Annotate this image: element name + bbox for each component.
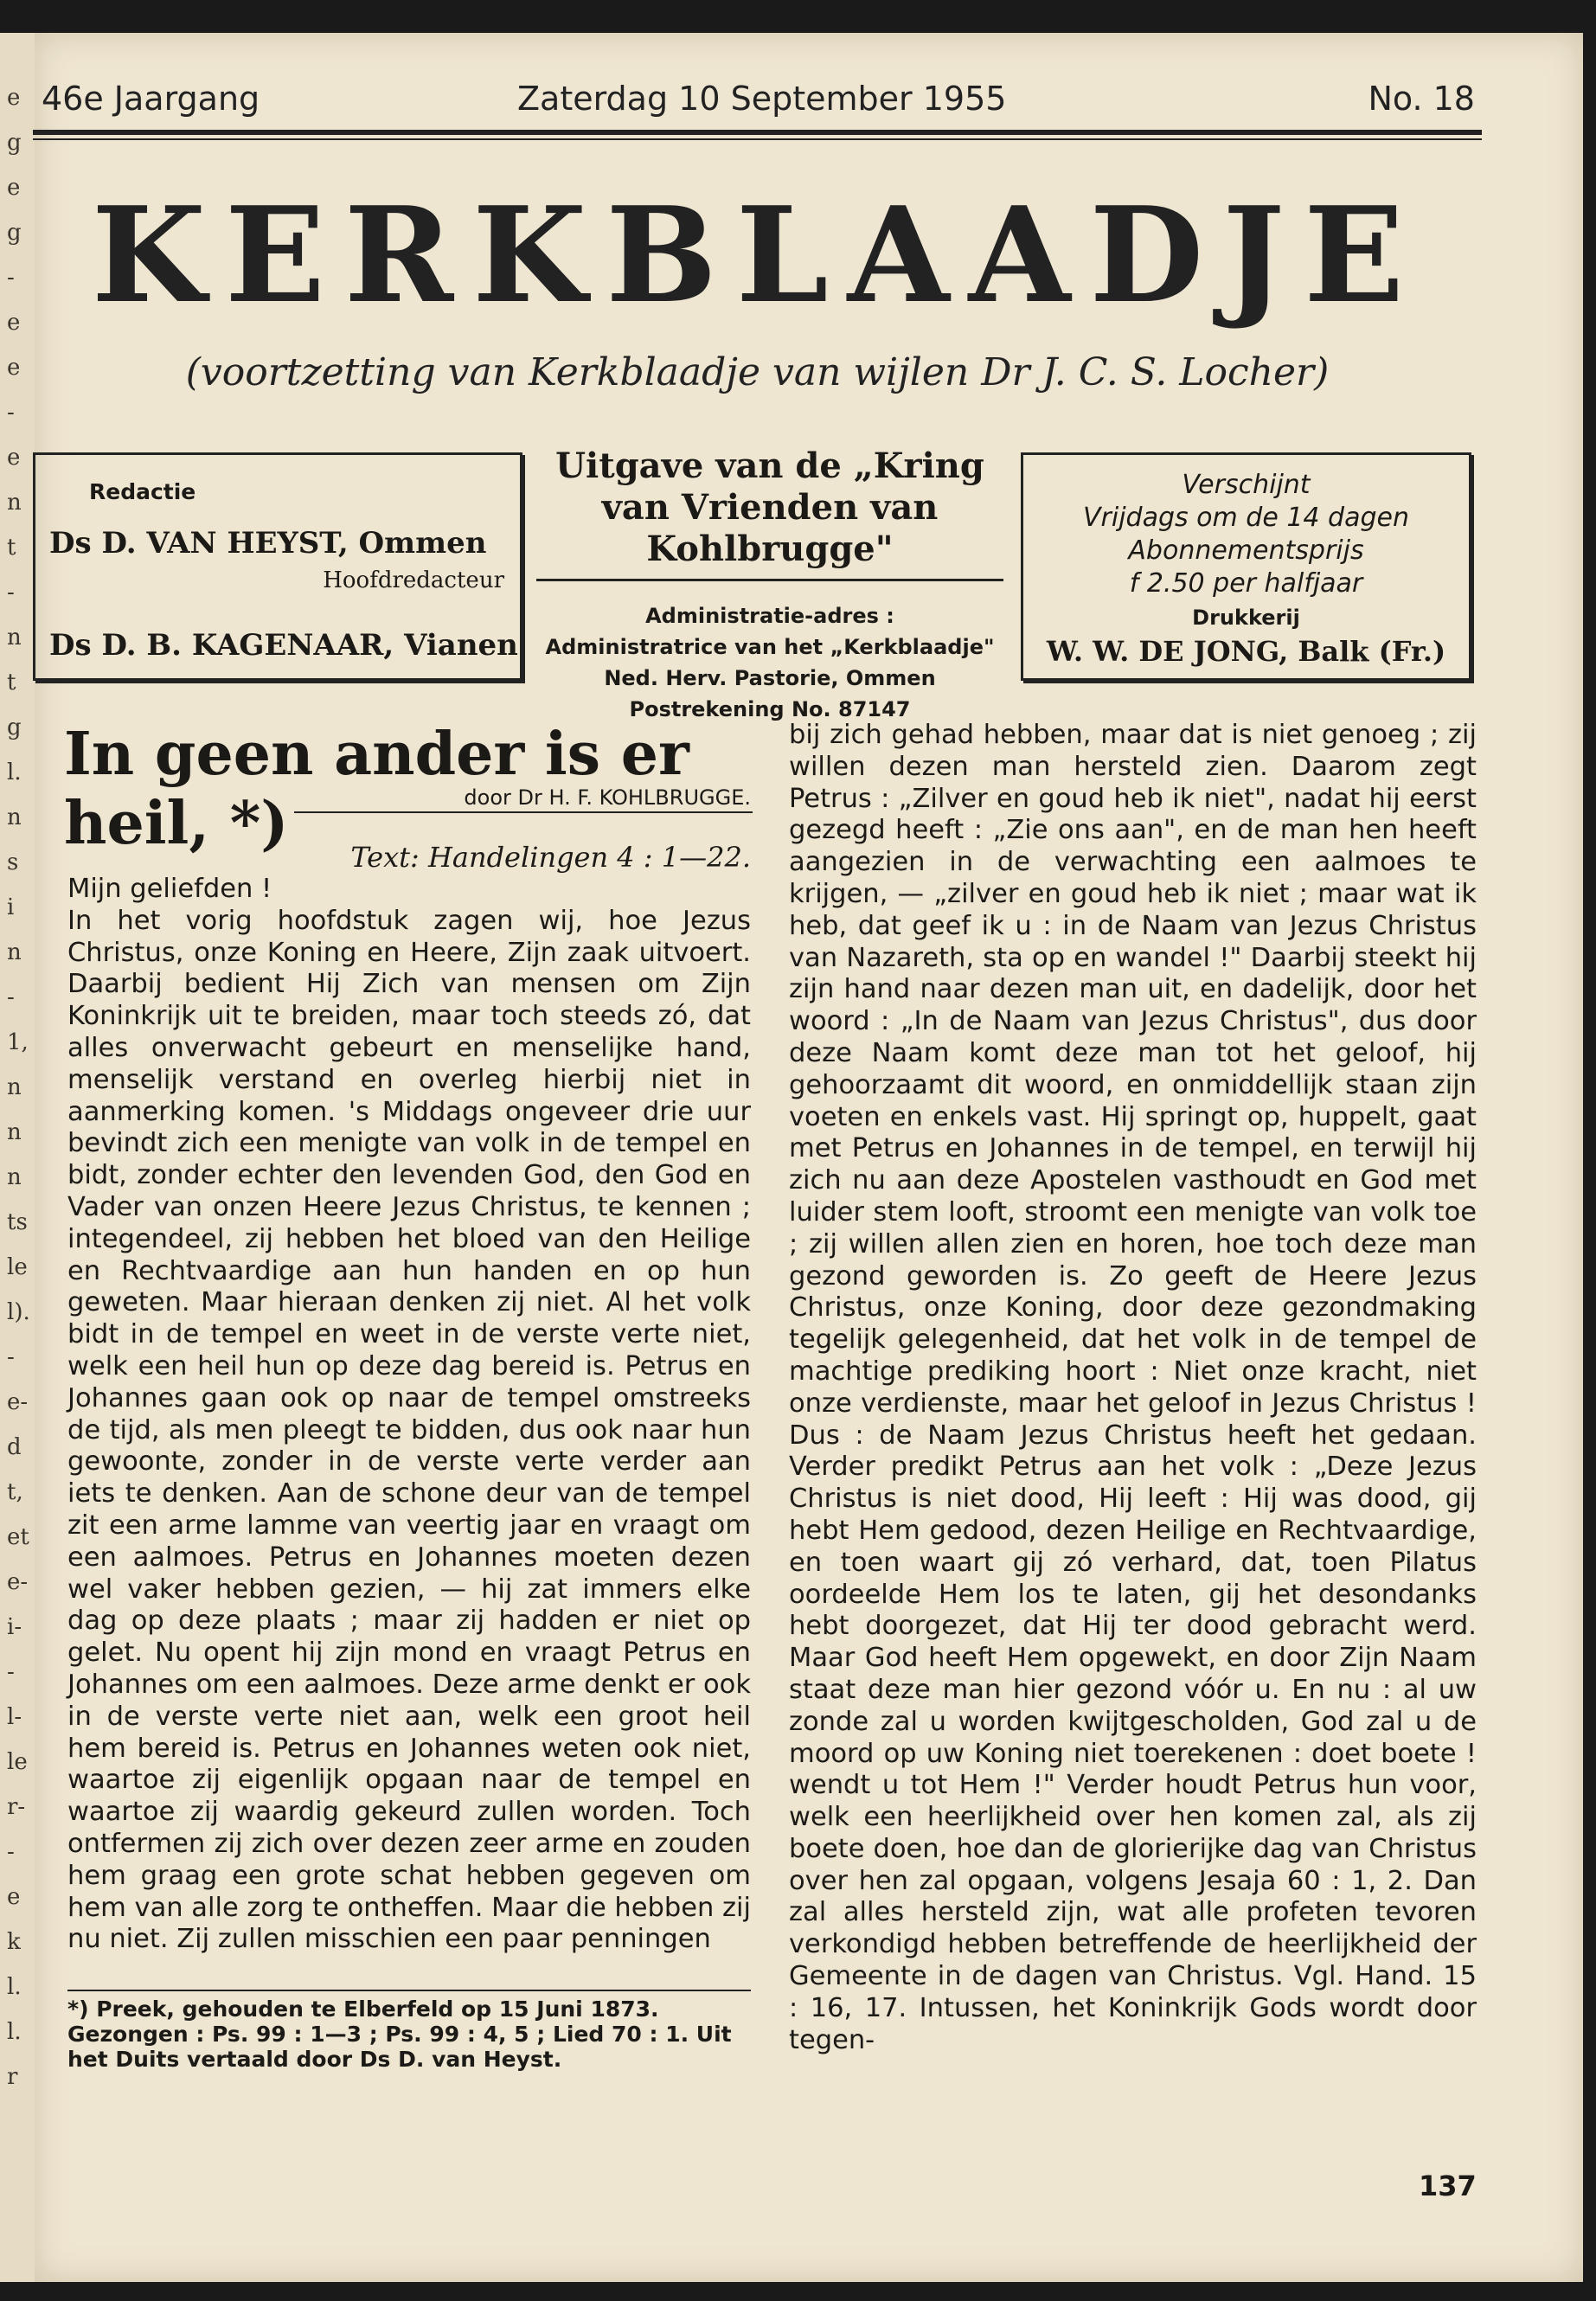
adjacent-page-strip — [0, 33, 35, 2282]
margin-fragment: e — [7, 1884, 21, 1910]
editorial-box — [33, 452, 522, 681]
margin-fragment: 1, — [7, 1029, 29, 1055]
margin-fragment: l). — [7, 1299, 30, 1325]
margin-fragment: et — [7, 1524, 29, 1550]
margin-fragment: - — [7, 984, 15, 1010]
margin-fragment: ts — [7, 1209, 28, 1235]
frequency-label: Verschijnt — [1182, 470, 1311, 500]
margin-fragment: - — [7, 400, 15, 426]
issue-number: No. 18 — [1368, 80, 1475, 118]
salutation: Mijn geliefden ! — [67, 874, 272, 904]
page-number: 137 — [1419, 2170, 1477, 2202]
margin-fragment: g — [7, 130, 22, 156]
header-rule — [33, 130, 1482, 135]
admin-line-2: Ned. Herv. Pastorie, Ommen — [604, 666, 936, 690]
article-column-right — [789, 720, 1477, 2056]
printer-name: W. W. DE JONG, Balk (Fr.) — [1046, 635, 1446, 668]
price-value: f 2.50 per halfjaar — [1129, 568, 1363, 599]
editorial-label: Redactie — [89, 479, 196, 504]
margin-fragment: t — [7, 670, 16, 695]
publisher-rule — [536, 579, 1003, 581]
margin-fragment: n — [7, 1119, 22, 1145]
margin-fragment: n — [7, 1164, 22, 1190]
header-rule-thin — [33, 138, 1482, 140]
margin-fragment: d — [7, 1434, 22, 1460]
author-rule — [294, 811, 753, 813]
admin-label: Administratie-adres : — [645, 604, 894, 628]
giro-number: Postrekening No. 87147 — [629, 697, 911, 721]
margin-fragment: - — [7, 1839, 15, 1865]
volume-label: 46e Jaargang — [42, 80, 260, 118]
price-label: Abonnementsprijs — [1128, 535, 1364, 566]
margin-fragment: n — [7, 625, 22, 651]
margin-fragment: k — [7, 1929, 21, 1955]
printer-label: Drukkerij — [1192, 606, 1300, 630]
margin-fragment: - — [7, 1659, 15, 1685]
margin-fragment: e — [7, 445, 21, 471]
publisher-info — [536, 445, 1003, 721]
margin-fragment: r — [7, 2064, 18, 2090]
margin-fragment: le — [7, 1254, 28, 1280]
left-body-text: In het vorig hoofdstuk zagen wij, hoe Jezus Christus, onze Koning en Heere, Zijn zaak uitvoert. Daarbij bedient Hij Zich van mensen om Zijn Koninkrijk uit te breiden, maar toch steeds zó, dat alles onverwacht gebeurt en menselijke hand, menselijk verstand en overleg hierbij niet in aanmerking komen. 's Middags ongeveer drie uur bevindt zich een menigte van volk in de tempel en bidt, zonder echter den levenden God, den God en Vader van onzen Heere Jezus Christus, te kennen ; integendeel, zij hebben het bloed van den Heilige en Rechtvaardige aan hun handen en op hun geweten. Maar hieraan denken zij niet. Al het volk bidt in de tempel en weet in de verste verte niet, welk een heil hun op deze dag bereid is. Petrus en Johannes gaan ook op naar de tempel omstreeks de tijd, als men pleegt te bidden, dus ook naar hun gewoonte, zonder in de verste verte verder aan iets te denken. Aan de schone deur van de tempel zit een arme lamme van veertig jaar en vraagt om een aalmoes. Petrus en Johannes moeten dezen wel vaker hebben gezien, — hij zat immers elke dag op deze plaats ; maar zij hadden er niet op gelet. Nu opent hij zijn mond en vraagt Petrus en Johannes om een aalmoes. Deze arme denkt er ook in de verste verte niet aan, welk een groot heil hem bereid is. Petrus en Johannes weten ook niet, waartoe zij eigenlijk opgaan naar de tempel en waartoe zij waardig gekeurd zullen worden. Toch ontfermen zij zich over dezen zeer arme en zouden hem graag een grote schat hebben gegeven om hem van alle zorg te ontheffen. Maar die hebben zij nu niet. Zij zullen misschien een paar penningen — [67, 905, 751, 1955]
margin-fragment: g — [7, 220, 22, 246]
margin-fragment: e — [7, 310, 21, 336]
margin-fragment: l- — [7, 1704, 22, 1730]
margin-fragment: le — [7, 1749, 28, 1775]
article-author: door Dr H. F. KOHLBRUGGE. — [464, 785, 751, 810]
margin-fragment: i — [7, 894, 15, 920]
margin-fragment: e — [7, 175, 21, 201]
margin-fragment: n — [7, 1074, 22, 1100]
admin-line-1: Administratrice van het „Kerkblaadje" — [545, 635, 995, 659]
margin-fragment: l. — [7, 760, 22, 785]
margin-fragment: l. — [7, 2019, 22, 2045]
margin-fragment: n — [7, 939, 22, 965]
margin-fragment: n — [7, 490, 22, 516]
masthead-title: KERKBLAADJE — [91, 177, 1424, 332]
editor-1-role: Hoofdredacteur — [323, 567, 504, 593]
margin-fragment: e- — [7, 1389, 29, 1415]
issue-date: Zaterdag 10 September 1955 — [517, 80, 1007, 118]
margin-fragment: l. — [7, 1974, 22, 2000]
margin-fragment: e — [7, 85, 21, 111]
article-column-left — [67, 874, 751, 1956]
article-title: In geen ander is er heil, *) — [64, 720, 689, 858]
margin-fragment: - — [7, 580, 15, 606]
margin-fragment: t — [7, 535, 16, 561]
margin-fragment: g — [7, 715, 22, 740]
margin-fragment: t, — [7, 1479, 23, 1505]
margin-fragment: n — [7, 804, 22, 830]
footnote: *) Preek, gehouden te Elberfeld op 15 Juni 1873. Gezongen : Ps. 99 : 1—3 ; Ps. 99 : 4, 5 ; Lied 70 : 1. Uit het Duits vertaald door Ds D. van Heyst. — [67, 1997, 732, 2072]
editor-2: Ds D. B. KAGENAAR, Vianen — [49, 628, 518, 663]
margin-fragment: i- — [7, 1614, 22, 1640]
frequency-value: Vrijdags om de 14 dagen — [1083, 503, 1409, 533]
margin-fragment: - — [7, 1344, 15, 1370]
margin-fragment: e — [7, 355, 21, 381]
margin-fragment: s — [7, 849, 19, 875]
margin-fragment: - — [7, 265, 15, 291]
footnote-rule — [67, 1990, 751, 1991]
scripture-reference: Text: Handelingen 4 : 1—22. — [350, 841, 751, 874]
right-body-text: bij zich gehad hebben, maar dat is niet genoeg ; zij willen dezen man hersteld zien. Daarom zegt Petrus : „Zilver en goud heb ik niet", nadat hij eerst gezegd heeft : „Zie ons aan", en de man hen heeft aangezien in de verwachting een aalmoes te krijgen, — „zilver en goud heb ik niet ; maar wat ik heb, dat geef ik u : in de Naam van Jezus Christus van Nazareth, sta op en wandel !" Daarbij steekt hij zijn hand naar dezen man uit, en dadelijk, door het woord : „In de Naam van Jezus Christus", dus door deze Naam komt deze man tot het geloof, hij gehoorzaamt dit woord, en onmiddellijk staan zijn voeten en enkels vast. Hij springt op, huppelt, gaat met Petrus en Johannes in de tempel, en terwijl hij zich nu aan deze Apostelen vasthoudt en God met luider stem looft, stroomt een menigte van volk toe ; zij willen allen zien en horen, hoe toch deze man gezond geworden is. Zo geeft de Heere Jezus Christus, onze Koning, door deze gezondmaking tegelijk gelegenheid, dat het volk in de tempel de machtige prediking hoort : Niet onze kracht, niet onze verdienste, maar het geloof in Jezus Christus ! Dus : de Naam Jezus Christus heeft het gedaan. Verder predikt Petrus aan het volk : „Deze Jezus Christus is niet dood, Hij leeft : Hij was dood, gij hebt Hem gedood, dezen Heilige en Rechtvaardige, en toen waart gij zó verhard, dat, toen Pilatus oordeelde Hem los te laten, gij het desondanks hebt doorgezet, dat Hij ter dood gebracht werd. Maar God heeft Hem opgewekt, en door Zijn Naam staat deze man hier gezond vóór u. En nu : al uw zonde zal u worden kwijtgescholden, God zal u de moord op uw Koning niet toerekenen : doet boete ! wendt u tot Hem !" Verder houdt Petrus hun voor, welk een heerlijkheid over hen komen zal, als zij boete doen, hoe dan de glorierijke dag van Christus over hen zal opgaan, volgens Jesaja 60 : 1, 2. Dan zal alles hersteld zijn, wat alle profeten tevoren verkondigd hebben betreffende de heerlijkheid der Gemeente in de dagen van Christus. Vgl. Hand. 15 : 16, 17. Intussen, het Koninkrijk Gods wordt door tegen- — [789, 720, 1477, 2055]
subscription-box — [1021, 452, 1471, 681]
editor-1: Ds D. VAN HEYST, Ommen — [49, 526, 487, 561]
margin-fragment: e- — [7, 1569, 29, 1595]
margin-fragment: r- — [7, 1794, 26, 1820]
masthead-subtitle: (voortzetting van Kerkblaadje van wijlen Dr J. C. S. Locher) — [185, 350, 1330, 394]
publisher-title: Uitgave van de „Kring van Vrienden van Kohlbrugge" — [555, 445, 984, 569]
